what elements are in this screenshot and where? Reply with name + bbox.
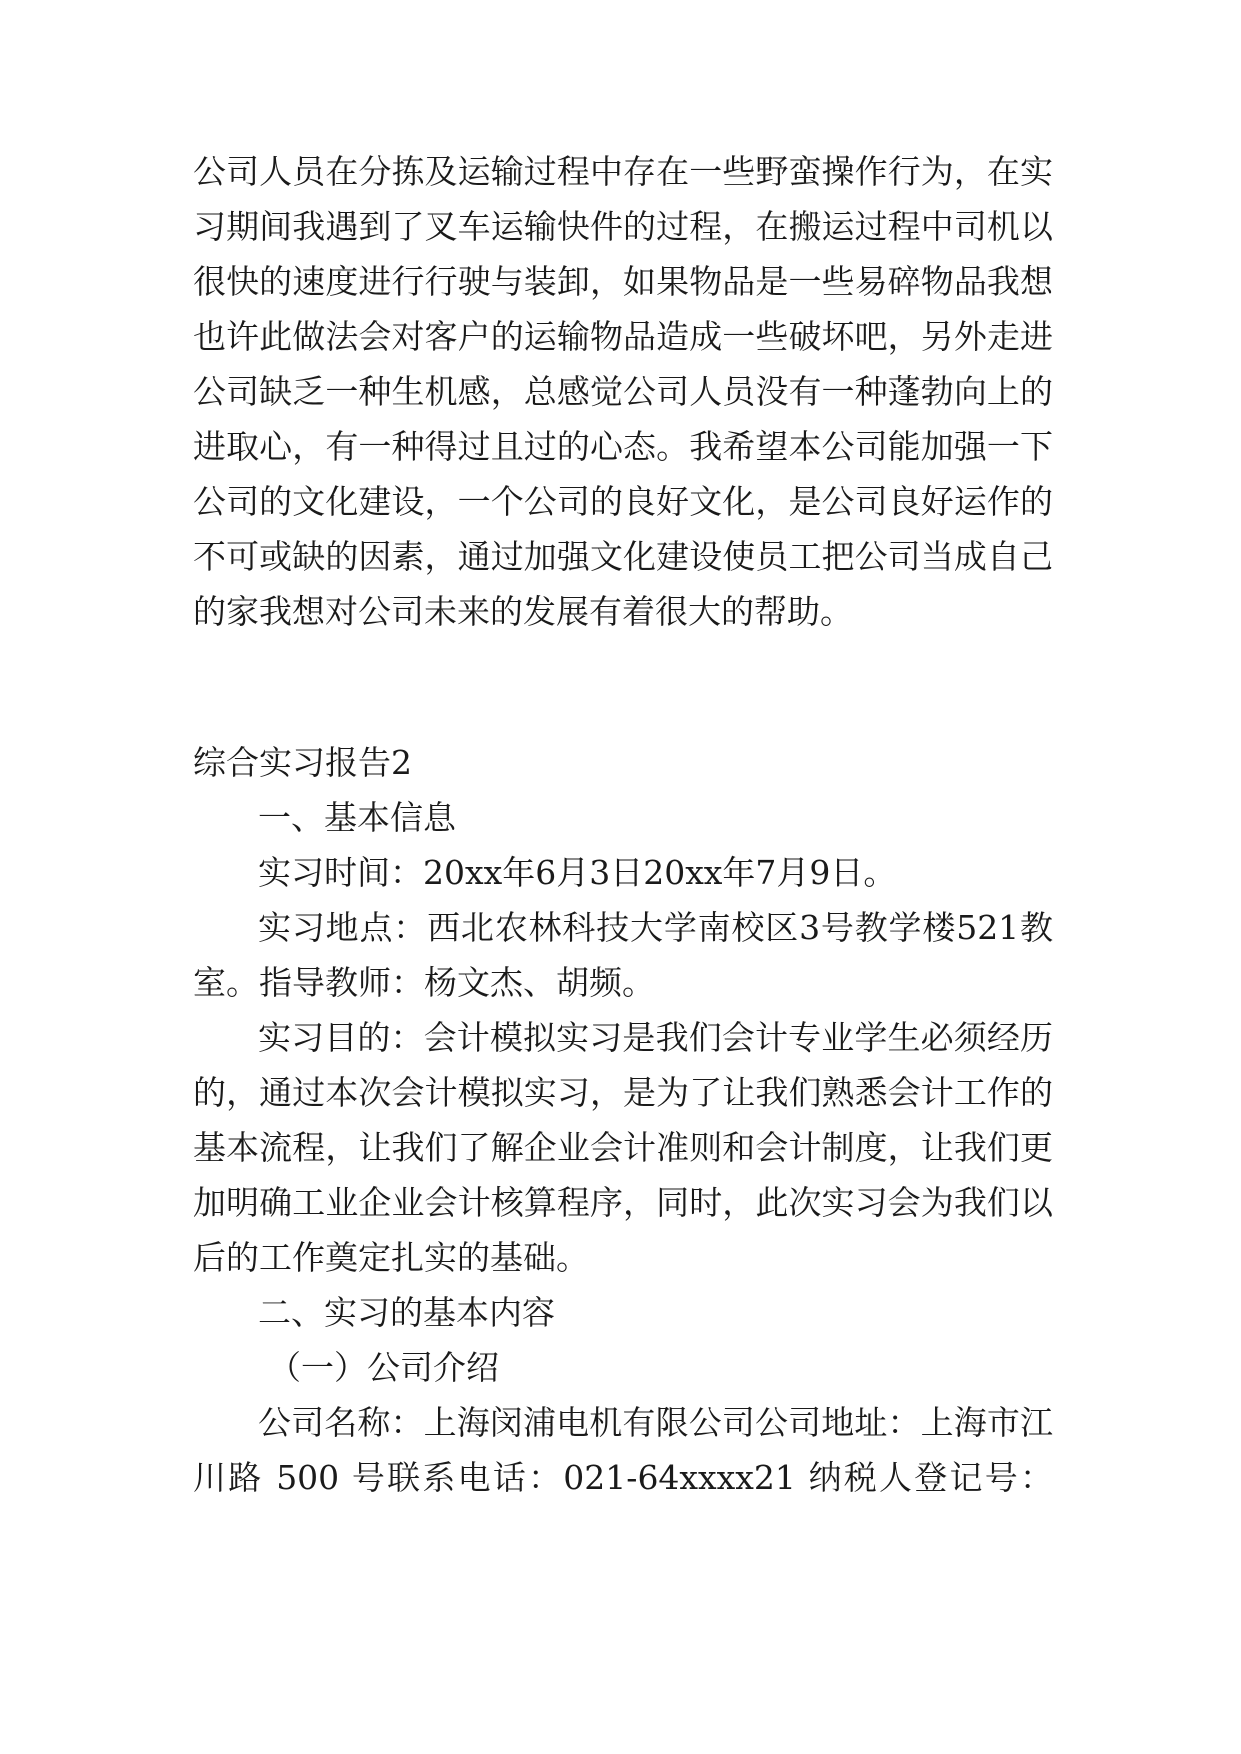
practice-location: 实习地点：西北农林科技大学南校区3号教学楼521教 bbox=[258, 908, 1053, 947]
practice-location-cont: 室。指导教师：杨文杰、胡频。 bbox=[193, 963, 655, 1002]
paragraph-line: 习期间我遇到了叉车运输快件的过程，在搬运过程中司机以 bbox=[193, 207, 1053, 246]
practice-time: 实习时间：20xx年6月3日20xx年7月9日。 bbox=[258, 853, 897, 892]
purpose-line: 加明确工业企业会计核算程序，同时，此次实习会为我们以 bbox=[193, 1183, 1053, 1222]
company-info-line: 公司名称：上海闵浦电机有限公司公司地址：上海市江 bbox=[258, 1403, 1053, 1442]
paragraph-line: 进取心，有一种得过且过的心态。我希望本公司能加强一下 bbox=[193, 427, 1053, 466]
report-title: 综合实习报告2 bbox=[193, 743, 412, 782]
company-info-line: 川路 500 号联系电话：021-64xxxx21 纳税人登记号： bbox=[193, 1458, 1053, 1497]
paragraph-line: 不可或缺的因素，通过加强文化建设使员工把公司当成自己 bbox=[193, 537, 1053, 576]
paragraph-line: 的家我想对公司未来的发展有着很大的帮助。 bbox=[193, 592, 853, 631]
purpose-line: 实习目的：会计模拟实习是我们会计专业学生必须经历 bbox=[258, 1018, 1053, 1057]
section-heading: 一、基本信息 bbox=[258, 798, 456, 837]
purpose-line: 的，通过本次会计模拟实习，是为了让我们熟悉会计工作的 bbox=[193, 1073, 1053, 1112]
paragraph-line: 公司的文化建设，一个公司的良好文化，是公司良好运作的 bbox=[193, 482, 1053, 521]
paragraph-line: 很快的速度进行行驶与装卸，如果物品是一些易碎物品我想 bbox=[193, 262, 1053, 301]
purpose-line: 基本流程，让我们了解企业会计准则和会计制度，让我们更 bbox=[193, 1128, 1053, 1167]
paragraph-line: 公司缺乏一种生机感，总感觉公司人员没有一种蓬勃向上的 bbox=[193, 372, 1053, 411]
paragraph-line: 公司人员在分拣及运输过程中存在一些野蛮操作行为，在实 bbox=[193, 152, 1053, 191]
paragraph-line: 也许此做法会对客户的运输物品造成一些破坏吧，另外走进 bbox=[193, 317, 1053, 356]
subsection-heading: （一）公司介绍 bbox=[268, 1348, 499, 1387]
purpose-line: 后的工作奠定扎实的基础。 bbox=[193, 1238, 589, 1277]
section-heading: 二、实习的基本内容 bbox=[258, 1293, 555, 1332]
